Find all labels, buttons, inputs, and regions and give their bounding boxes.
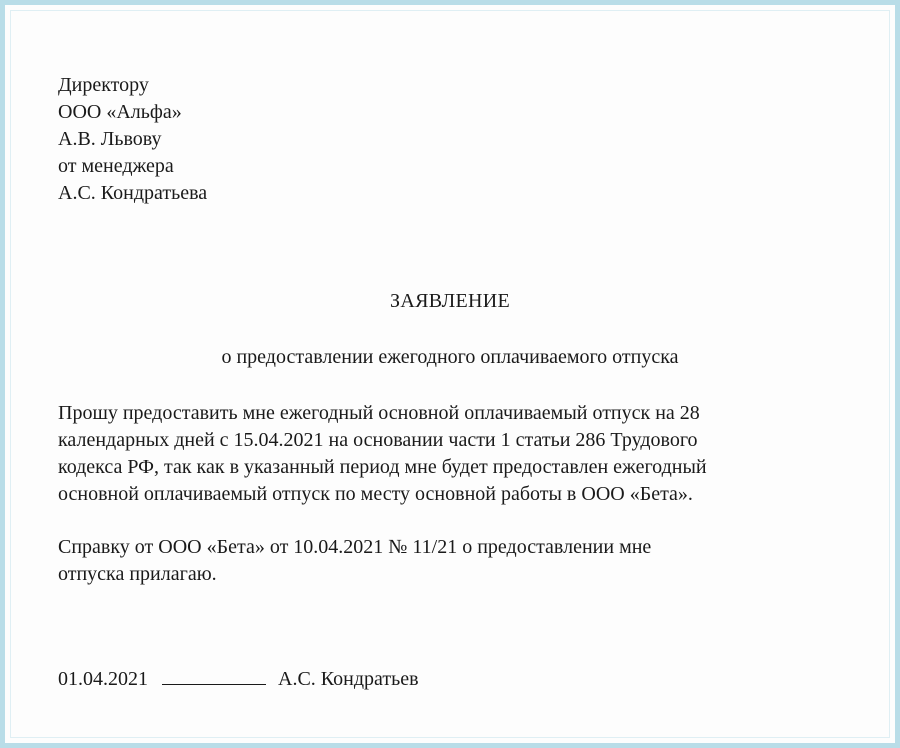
addressee-line: Директору [58,74,149,96]
signature-date: 01.04.2021 [58,668,148,690]
paragraph-line: календарных дней с 15.04.2021 на основании части 1 статьи 286 Трудового [58,429,698,451]
attachment-paragraph [58,534,858,588]
document-title: ЗАЯВЛЕНИЕ [390,290,510,312]
addressee-line: от менеджера [58,155,174,177]
paragraph-line: Прошу предоставить мне ежегодный основной оплачиваемый отпуск на 28 [58,402,700,424]
signature-name: А.С. Кондратьев [278,668,419,690]
addressee-line: А.В. Львову [58,128,162,150]
addressee-line: ООО «Альфа» [58,101,182,123]
paragraph-line: отпуска прилагаю. [58,563,217,585]
document-subtitle: о предоставлении ежегодного оплачиваемого отпуска [221,346,679,368]
paragraph-line: основной оплачиваемый отпуск по месту основной работы в ООО «Бета». [58,483,693,505]
paragraph-line: кодекса РФ, так как в указанный период мне будет предоставлен ежегодный [58,456,707,478]
paragraph-line: Справку от ООО «Бета» от 10.04.2021 № 11/21 о предоставлении мне [58,536,652,558]
signature-line [162,666,266,685]
addressee-block [58,72,207,207]
signature-row [58,666,419,691]
addressee-line: А.С. Кондратьева [58,182,208,204]
request-paragraph [58,400,858,508]
